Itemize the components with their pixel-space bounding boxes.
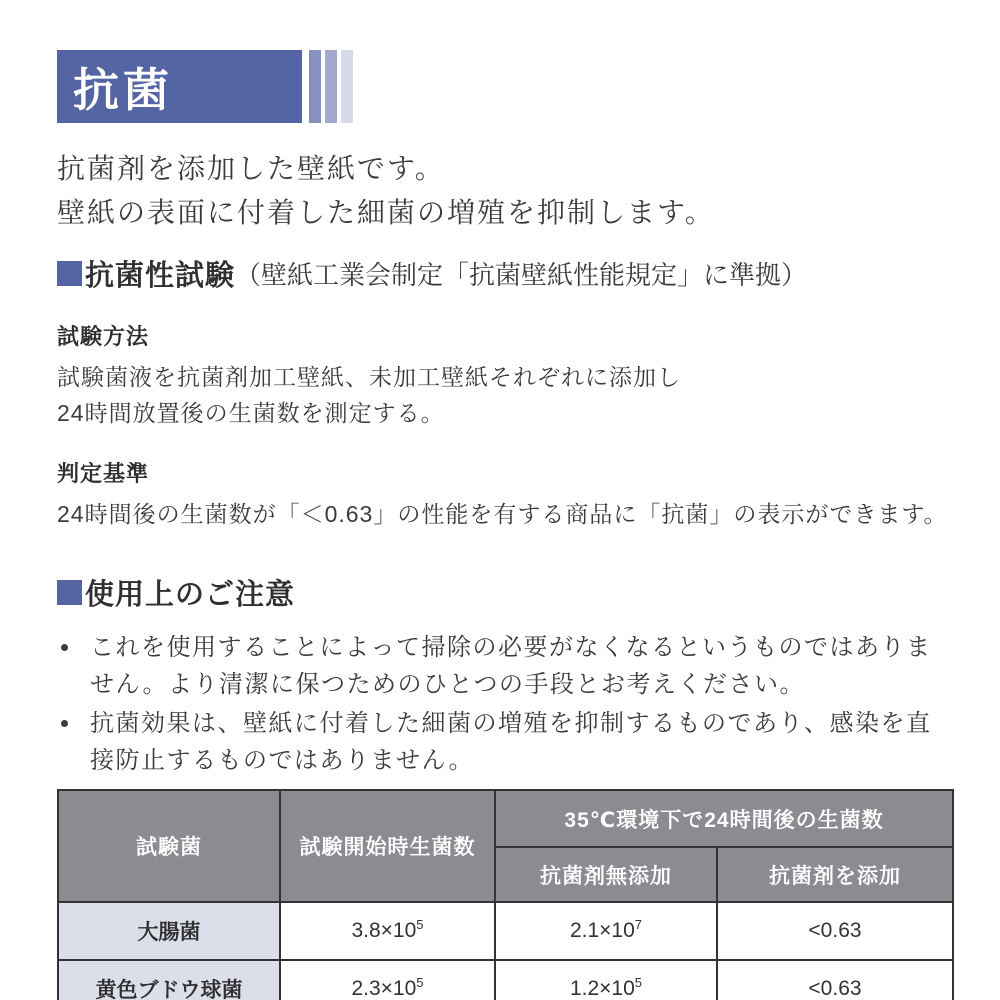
- cell-exponent: 5: [634, 975, 643, 990]
- cell-value: 2.1×10: [569, 919, 635, 942]
- list-item: [57, 705, 942, 779]
- table-row: [58, 960, 953, 1000]
- criteria-text: 24時間後の生菌数が「＜0.63」の性能を有する商品に「抗菌」の表示ができます。: [57, 501, 948, 527]
- intro-line-2: 壁紙の表面に付着した細菌の増殖を抑制します。: [57, 197, 715, 228]
- test-section-note: （壁紙工業会制定「抗菌壁紙性能規定」に準拠）: [235, 260, 808, 290]
- cell-value: 2.3×10: [351, 977, 417, 1000]
- test-section-heading: [57, 253, 948, 294]
- cell-value: 1.2×10: [569, 977, 635, 1000]
- blue-square-icon: [57, 261, 82, 286]
- method-heading: 試験方法: [57, 324, 150, 349]
- banner-stripe-1: [309, 50, 321, 123]
- note-text-2: 抗菌効果は、壁紙に付着した細菌の増殖を抑制するものであり、感染を直接防止するものではありません。: [90, 710, 932, 774]
- banner-row: [57, 50, 948, 123]
- cell-value: 3.8×10: [351, 919, 417, 942]
- cell-initial-count: [280, 960, 495, 1000]
- col-header-initial-count: 試験開始時生菌数: [280, 790, 495, 902]
- method-text: [57, 359, 948, 431]
- note-text-1: これを使用することによって掃除の必要がなくなるというものではありません。より清潔に保つためのひとつの手段とお考えください。: [90, 634, 932, 698]
- cell-untreated-count: [495, 960, 717, 1000]
- notes-section-title: 使用上のご注意: [85, 579, 296, 611]
- row-header-ecoli: 大腸菌: [58, 902, 280, 960]
- cell-treated-count: <0.63: [717, 902, 953, 960]
- list-item: [57, 629, 942, 703]
- bullet-dot-icon: [61, 720, 68, 727]
- notes-list: [57, 629, 948, 779]
- banner-stripe-3: [341, 50, 353, 123]
- col-header-bacteria: 試験菌: [58, 790, 280, 902]
- test-results-table: [57, 789, 954, 1000]
- col-header-after-24h: 35℃環境下で24時間後の生菌数: [495, 790, 953, 847]
- method-line-1: 試験菌液を抗菌剤加工壁紙、未加工壁紙それぞれに添加し: [57, 364, 681, 390]
- cell-initial-count: [280, 902, 495, 960]
- table-row: [58, 902, 953, 960]
- blue-square-icon: [57, 580, 82, 605]
- bullet-dot-icon: [61, 644, 68, 651]
- page: [0, 50, 1000, 1000]
- cell-untreated-count: [495, 902, 717, 960]
- col-header-with-agent: 抗菌剤を添加: [717, 847, 953, 902]
- cell-exponent: 5: [416, 975, 424, 990]
- criteria-heading: 判定基準: [57, 461, 150, 486]
- method-line-2: 24時間放置後の生菌数を測定する。: [57, 400, 445, 426]
- notes-section-heading: [57, 572, 948, 613]
- cell-exponent: 7: [634, 917, 643, 932]
- intro-line-1: 抗菌剤を添加した壁紙です。: [57, 153, 445, 184]
- col-header-no-agent: 抗菌剤無添加: [495, 847, 717, 902]
- banner-title: 抗菌: [57, 50, 302, 123]
- intro-paragraph: [57, 147, 948, 235]
- cell-exponent: 5: [416, 917, 424, 932]
- test-section-title: 抗菌性試験: [85, 260, 236, 292]
- cell-treated-count: <0.63: [717, 960, 953, 1000]
- row-header-staph: 黄色ブドウ球菌: [58, 960, 280, 1000]
- banner-stripe-2: [325, 50, 337, 123]
